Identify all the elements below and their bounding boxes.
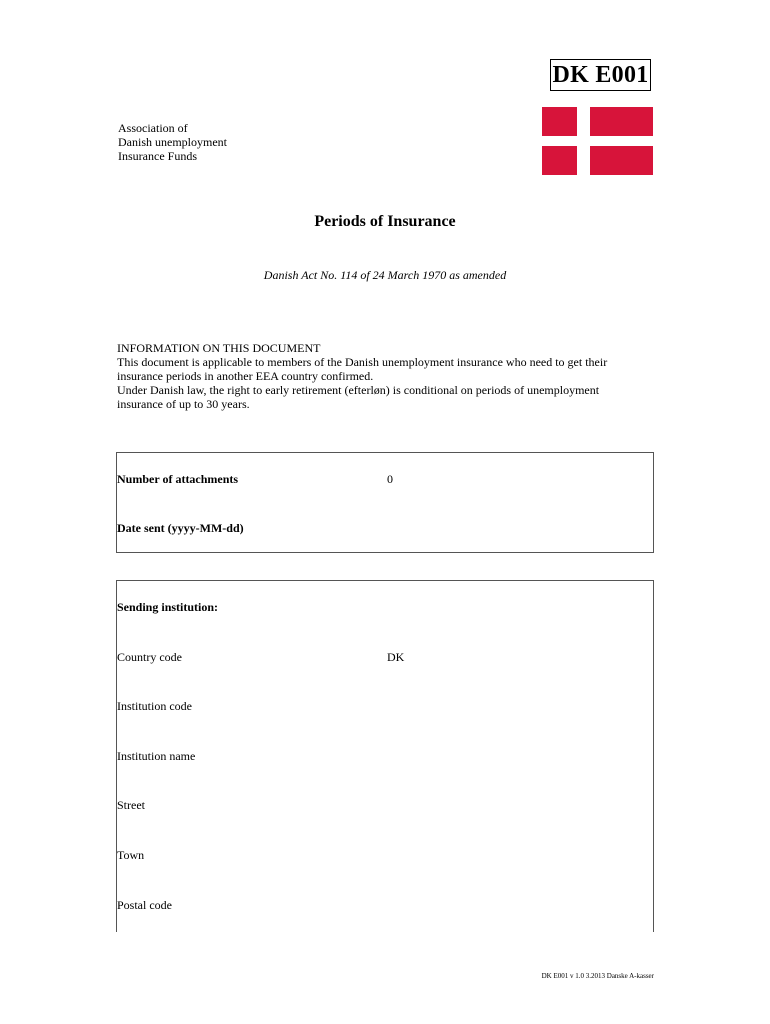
form-code: DK E001 bbox=[550, 59, 651, 91]
organization-line: Danish unemployment bbox=[118, 135, 227, 149]
institution-name-label: Institution name bbox=[117, 749, 196, 763]
flag-quadrant bbox=[590, 107, 653, 136]
town-label: Town bbox=[117, 848, 145, 862]
date-sent-label: Date sent (yyyy-MM-dd) bbox=[117, 521, 244, 535]
organization-line: Association of bbox=[118, 121, 188, 135]
danish-flag-icon bbox=[542, 107, 653, 175]
sending-institution-heading: Sending institution: bbox=[117, 600, 219, 614]
document-title: Periods of Insurance bbox=[314, 213, 456, 230]
attachments-box bbox=[116, 452, 654, 553]
flag-quadrant bbox=[590, 146, 653, 175]
document-subtitle: Danish Act No. 114 of 24 March 1970 as amended bbox=[263, 268, 507, 282]
flag-quadrant bbox=[542, 146, 577, 175]
country-code-value[interactable]: DK bbox=[387, 650, 405, 664]
institution-code-label: Institution code bbox=[117, 699, 192, 713]
organization-line: Insurance Funds bbox=[118, 149, 197, 163]
country-code-label: Country code bbox=[117, 650, 182, 664]
footer-version: DK E001 v 1.0 3.2013 Danske A-kasser bbox=[541, 972, 654, 980]
information-line: insurance periods in another EEA country confirmed. bbox=[117, 369, 374, 383]
street-label: Street bbox=[117, 798, 145, 812]
information-line: Under Danish law, the right to early retirement (efterløn) is conditional on periods of unemployment bbox=[117, 383, 600, 397]
information-line: This document is applicable to members of the Danish unemployment insurance who need to get their bbox=[117, 355, 608, 369]
sending-institution-box bbox=[116, 580, 654, 932]
information-section bbox=[117, 341, 677, 411]
organization-name bbox=[118, 121, 227, 163]
attachments-value[interactable]: 0 bbox=[387, 472, 393, 486]
flag-quadrant bbox=[542, 107, 577, 136]
attachments-label: Number of attachments bbox=[117, 472, 239, 486]
information-line: insurance of up to 30 years. bbox=[117, 397, 250, 411]
information-heading: INFORMATION ON THIS DOCUMENT bbox=[117, 341, 321, 355]
postal-code-label: Postal code bbox=[117, 898, 172, 912]
